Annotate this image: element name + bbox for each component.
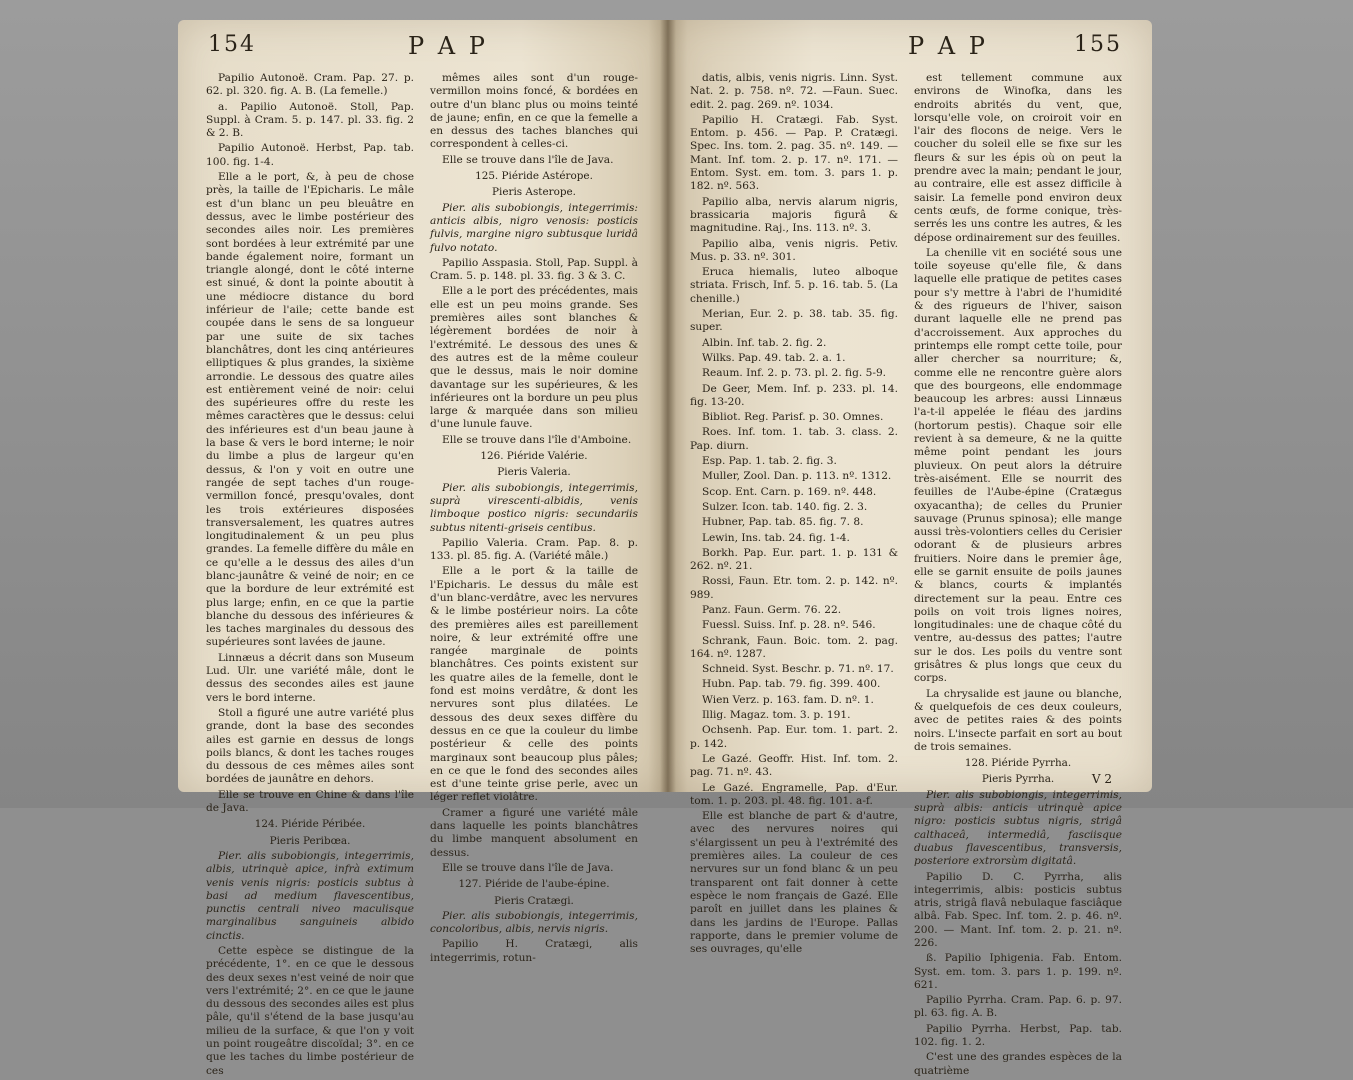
paragraph: Papilio Autonoë. Herbst, Pap. tab. 100. fig. 1-4. [206, 142, 414, 168]
paragraph: Sulzer. Icon. tab. 140. fig. 2. 3. [702, 500, 868, 513]
paragraph: a. Papilio Autonoë. Stoll, Pap. Suppl. à Cram. 5. p. 147. pl. 33. fig. 2 & 2. B. [206, 100, 414, 140]
paragraph: Pieris Pyrrha. [981, 773, 1055, 786]
paragraph: Esp. Pap. 1. tab. 2. fig. 3. [702, 455, 837, 468]
paragraph: Schneid. Syst. Beschr. p. 71. nº. 17. [702, 663, 894, 676]
paragraph: Papilio Valeria. Cram. Pap. 8. p. 133. pl. 85. fig. A. (Variété mâle.) [430, 536, 638, 563]
paragraph: Wien Verz. p. 163. fam. D. nº. 1. [702, 693, 874, 706]
paragraph: Hubn. Pap. tab. 79. fig. 399. 400. [702, 678, 881, 691]
paragraph: mêmes ailes sont d'un rouge-vermillon moins foncé, & bordées en outre d'un blanc plus ou moins teinté de jaune; enfin, en ce que la femelle a en dessus des taches blanches qui correspondent à celles-ci. [430, 72, 638, 151]
paragraph: Papilio H. Cratægi. Fab. Syst. Entom. p. 456. — Pap. P. Cratægi. Spec. Ins. tom. 2. pag. 35. nº. 149. — Mant. Inf. tom. 2. p. 17. nº. 171. — Entom. Syst. em. tom. 3. pars 1. p. 182. nº. 563. [690, 113, 898, 193]
paragraph: Le Gazé. Geoffr. Hist. Inf. tom. 2. pag. 71. nº. 43. [690, 752, 898, 779]
paragraph: Pieris Valeria. [497, 466, 571, 479]
paragraph: Le Gazé. Engramelle, Pap. d'Eur. tom. 1. p. 203. pl. 48. fig. 101. a-f. [690, 781, 898, 807]
paragraph: Hubner, Pap. tab. 85. fig. 7. 8. [702, 516, 864, 529]
left-running-title: P A P [408, 32, 488, 60]
paragraph: Fuessl. Suiss. Inf. p. 28. nº. 546. [702, 619, 876, 632]
left-header [208, 28, 638, 68]
paragraph: Elle se trouve dans l'île de Java. [442, 861, 614, 874]
paragraph: Ochsenh. Pap. Eur. tom. 1. part. 2. p. 142. [690, 724, 898, 750]
right-column-2 [914, 72, 1122, 1080]
paragraph: Elle a le port, &, à peu de chose près, la taille de l'Epicharis. Le mâle est d'un blanc un peu bleuâtre en dessus, avec le limbe postérieur des secondes ailes noir. Les premières sont bordées à leur extrémité par une bande également noire, formant un triangle alongé, dont le côté interne est sinué, & dont la pointe aboutit à une médiocre distance du bord inférieur de l'aile; cette bande est coupée dans le sens de sa longueur par une suite de six taches blanchâtres, dont les cinq antérieures elliptiques & plus grandes, la sixième arrondie. Le dessous des quatre ailes est entièrement veiné de noir: celui des supérieures offre du reste les mêmes caractères que le dessus: celui des inférieures est d'un beau jaune à la base & vers le bord interne; le noir du limbe a plus de largeur qu'en dessus, & l'on y voit en outre une rangée de sept taches d'un rouge-vermillon foncé, presqu'ovales, dont les trois extérieures disposées transversalement, les quatres autres longitudinalement & un peu plus grandes. La femelle diffère du mâle en ce qu'elle a le dessus des ailes d'un blanc-jaunâtre & veiné de noir; en ce que la bordure de leur extrémité est plus large; enfin, en ce que la partie blanche du dessous des inférieures & les taches marginales du dessous des supérieures sont lavées de jaune. [206, 171, 414, 649]
paragraph: est tellement commune aux environs de Winofka, dans les endroits abrités du vent, que, lorsqu'elle vole, on croiroit voir en l'air des flocons de neige. Vers le coucher du soleil elle se fixe sur les fleurs & sur les épis où on peut la prendre avec la main; pendant le jour, au contraire, elle est assez difficile à saisir. La femelle pond environ deux cents œufs, de forme conique, très-serrés les uns contre les autres, & les dépose ordinairement sur des feuilles. [914, 72, 1122, 244]
paragraph: Elle est blanche de part & d'autre, avec des nervures noires qui s'élargissent un peu à l'extrémité des premières ailes. La couleur de ces nervures sur un fond blanc & un peu transparent ont fait donner à cette espèce le nom français de Gazé. Elle paroît en juillet dans les plaines & dans les jardins de l'Europe. Pallas rapporte, dans le premier volume de ses ouvrages, qu'elle [690, 810, 898, 956]
paragraph: Pieris Peribœa. [269, 834, 351, 847]
paragraph: Papilio Pyrrha. Cram. Pap. 6. p. 97. pl. 63. fig. A. B. [914, 994, 1122, 1020]
paragraph: Pieris Asterope. [492, 186, 576, 199]
paragraph: Pier. alis subobiongis, integerrimis: anticis albis, nigro venosis: posticis fulvis, margine nigro subtusque luridâ fulvo notato. [430, 201, 638, 254]
paragraph: La chenille vit en société sous une toile soyeuse qu'elle file, & dans laquelle elle pratique de petites cases pour s'y mettre à l'abri de l'humidité & des rigueurs de l'hiver, saison durant laquelle elle ne prend pas d'accroissement. Aux approches du printemps elle rompt cette toile, pour aller chercher sa nourriture; &, comme elle ne rencontre guère alors que des bourgeons, elle endommage beaucoup les arbres: aussi Linnæus l'a-t-il appelée le fléau des jardins (hortorum pestis). Chaque soir elle revient à sa demeure, & ne la quitte même point pendant les jours pluvieux. On peut alors la détruire très-aisément. Elle se nourrit des feuilles de l'Aube-épine (Cratægus oxyacantha); de celles du Prunier sauvage (Prunus spinosa); elle mange aussi très-volontiers celles du Cerisier odorant & de plusieurs arbres fruitiers. Noire dans le premier âge, elle se garnit ensuite de poils jaunes & blancs, courts & implantés directement sur la peau. Entre ces poils on voit trois lignes noires, longitudinales: une de chaque côté du ventre, au-dessus des pattes; l'autre sur le dos. Les poils du ventre sont grisâtres & plus longs que ceux du corps. [914, 246, 1122, 685]
right-page-number: 155 [1074, 32, 1122, 57]
paragraph: Albin. Inf. tab. 2. fig. 2. [702, 336, 827, 349]
paragraph: Linnæus a décrit dans son Museum Lud. Ulr. une variété mâle, dont le dessus des secondes ailes est jaune vers le bord interne. [206, 651, 414, 704]
paragraph: Elle a le port & la taille de l'Epicharis. Le dessus du mâle est d'un blanc-verdâtre, avec les nervures & le limbe postérieur noirs. La côte des premières ailes est pareillement noire, & leur extrémité offre une rangée marginale de points blanchâtres. Ces points existent sur les quatre ailes de la femelle, dont le fond est moins verdâtre, & dont les nervures sont plus dilatées. Le dessous des deux sexes diffère du dessus en ce que la couleur du limbe postérieur & celle des points marginaux sont beaucoup plus pâles; en ce que le fond des secondes ailes est d'une teinte grise perle, avec un léger reflet violâtre. [430, 565, 638, 804]
left-column-2 [430, 72, 638, 967]
paragraph: ß. Papilio Iphigenia. Fab. Entom. Syst. em. tom. 3. pars 1. p. 199. nº. 621. [914, 952, 1122, 991]
paragraph: Pier. alis subobiongis, integerrimis, albis, utrinquè apice, infrà extimum venis venis nigris: posticis subtus à basi ad medium flavescentibus, punctis centrali niveo maculisque marginalibus sanguineis albido cinctis. [206, 849, 414, 942]
paragraph: 128. Piéride Pyrrha. [964, 757, 1072, 770]
book-gutter [660, 20, 676, 792]
right-column-1 [690, 72, 898, 958]
paragraph: Scop. Ent. Carn. p. 169. nº. 448. [702, 485, 877, 498]
left-page [178, 20, 668, 1077]
paragraph: Pieris Cratægi. [494, 894, 574, 907]
paragraph: Bibliot. Reg. Parisf. p. 30. Omnes. [702, 411, 884, 424]
paragraph: Papilio Autonoë. Cram. Pap. 27. p. 62. pl. 320. fig. A. B. (La femelle.) [206, 72, 414, 98]
paragraph: Papilio alba, venis nigris. Petiv. Mus. p. 33. nº. 301. [690, 237, 898, 263]
paragraph: Pier. alis subobiongis, integerrimis, suprà albis: anticis utrinquè apice nigro: posticis subtus nigris, strigâ calthaceâ, intermediâ, fasciisque duabus flavescentibus, transversis, posteriore extrorsùm digitatâ. [914, 788, 1122, 868]
paragraph: datis, albis, venis nigris. Linn. Syst. Nat. 2. p. 758. nº. 72. —Faun. Suec. edit. 2. pag. 269. nº. 1034. [690, 72, 898, 111]
paragraph: 127. Piéride de l'aube-épine. [458, 878, 610, 891]
left-page-number: 154 [208, 32, 256, 57]
paragraph: Eruca hiemalis, luteo alboque striata. Frisch, Inf. 5. p. 16. tab. 5. (La chenille.) [690, 266, 898, 305]
paragraph: Reaum. Inf. 2. p. 73. pl. 2. fig. 5-9. [702, 367, 887, 380]
paragraph: Roes. Inf. tom. 1. tab. 3. class. 2. Pap. diurn. [690, 426, 898, 452]
paragraph: Cette espèce se distingue de la précédente, 1°. en ce que le dessous des deux sexes n'est veiné de noir que vers l'extrémité; 2°. en ce que le jaune du dessous des secondes ailes est plus pâle, qu'il s'étend de la base jusqu'au milieu de la surface, & que l'on y voit un point rougeâtre discoïdal; 3°. en ce que les taches du limbe postérieur de ces [206, 945, 414, 1077]
paragraph: Schrank, Faun. Boic. tom. 2. pag. 164. nº. 1287. [690, 634, 898, 660]
right-header [698, 28, 1122, 68]
paragraph: 126. Piéride Valérie. [480, 450, 588, 463]
paragraph: Borkh. Pap. Eur. part. 1. p. 131 & 262. nº. 21. [690, 546, 898, 573]
paragraph: Stoll a figuré une autre variété plus grande, dont la base des secondes ailes est garnie en dessus de longs poils blancs, & dont les taches rouges du dessous de ces mêmes ailes sont bordées de jaunâtre en dehors. [206, 706, 414, 786]
paragraph: De Geer, Mem. Inf. p. 233. pl. 14. fig. 13-20. [690, 382, 898, 408]
paragraph: Elle se trouve dans l'île d'Amboine. [442, 433, 632, 446]
paragraph: Papilio Asspasia. Stoll, Pap. Suppl. à Cram. 5. p. 148. pl. 33. fig. 3 & 3. C. [430, 256, 638, 283]
right-page [668, 20, 1152, 1077]
signature-mark: V 2 [1091, 772, 1112, 786]
paragraph: 124. Piéride Péribée. [254, 818, 366, 831]
paragraph: Papilio Pyrrha. Herbst, Pap. tab. 102. fig. 1. 2. [914, 1022, 1122, 1049]
paragraph: Muller, Zool. Dan. p. 113. nº. 1312. [702, 470, 892, 483]
paragraph: Elle se trouve dans l'île de Java. [442, 153, 614, 166]
paragraph: Pier. alis subobiongis, integerrimis, suprà virescenti-albidis, venis limboque postico nigris: secundariis subtus nitenti-griseis centibus. [430, 481, 638, 534]
right-running-title: P A P [908, 32, 988, 60]
paragraph: 125. Piéride Astérope. [475, 170, 593, 183]
paragraph: Rossi, Faun. Etr. tom. 2. p. 142. nº. 989. [690, 575, 898, 601]
paragraph: Illig. Magaz. tom. 3. p. 191. [702, 709, 851, 722]
paragraph: Lewin, Ins. tab. 24. fig. 1-4. [702, 531, 850, 544]
paragraph: Pier. alis subobiongis, integerrimis, concoloribus, albis, nervis nigris. [430, 909, 638, 936]
paragraph: Papilio H. Cratægi, alis integerrimis, rotun- [430, 938, 638, 964]
paragraph: Cramer a figuré une variété mâle dans laquelle les points blanchâtres du limbe manquent absolument en dessus. [430, 806, 638, 859]
paragraph: Papilio D. C. Pyrrha, alis integerrimis, albis: posticis subtus atris, strigâ flavâ nebulaque fasciâque albâ. Fab. Spec. Inf. tom. 2. p. 46. nº. 200. — Mant. Inf. tom. 2. p. 21. nº. 226. [914, 870, 1122, 949]
left-column-1 [206, 72, 414, 1080]
paragraph: Merian, Eur. 2. p. 38. tab. 35. fig. super. [690, 308, 898, 334]
paragraph: Elle a le port des précédentes, mais elle est un peu moins grande. Ses premières ailes sont blanches & légèrement bordées de noir à l'extrémité. Le dessous des unes & des autres est de la même couleur que le dessus, mais le noir domine davantage sur les supérieures, & les inférieures ont la bordure un peu plus large & marquée dans son milieu d'une lunule fauve. [430, 285, 638, 431]
paragraph: La chrysalide est jaune ou blanche, & quelquefois de ces deux couleurs, avec de petites raies & des points noirs. L'insecte parfait en sort au bout de trois semaines. [914, 687, 1122, 753]
paragraph: Elle se trouve en Chine & dans l'île de Java. [206, 788, 414, 815]
paragraph: Wilks. Pap. 49. tab. 2. a. 1. [702, 351, 846, 364]
paragraph: Panz. Faun. Germ. 76. 22. [702, 603, 842, 616]
paragraph: Papilio alba, nervis alarum nigris, brassicaria majoris figurâ & magnitudine. Raj., Ins. 113. nº. 3. [690, 195, 898, 235]
paragraph: C'est une des grandes espèces de la quatrième [914, 1051, 1122, 1077]
